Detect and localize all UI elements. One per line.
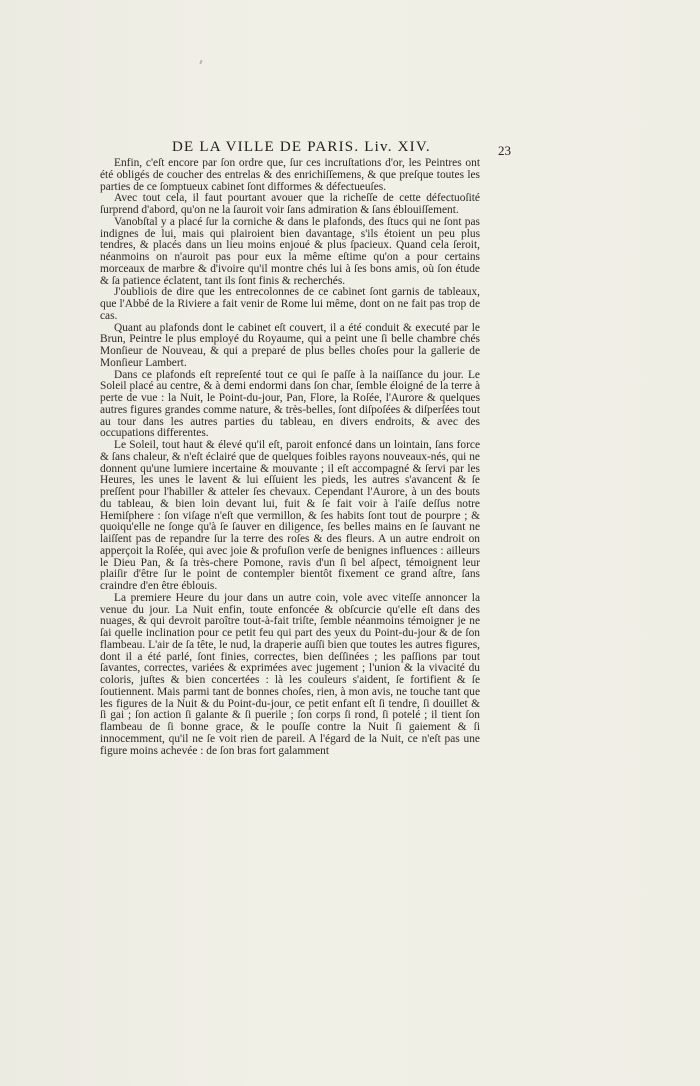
paragraph: Enfin, c'eſt encore par ſon ordre que, ſur ces incruſtations d'or, les Peintres ont été obligés de coucher des entrelas & des enrichiſſemens, & que preſque toutes les parties de ce ſomptueux cabinet ſont difformes & défectueuſes. — [100, 157, 480, 193]
paragraph: Le Soleil, tout haut & élevé qu'il eſt, paroit enfoncé dans un lointain, ſans force & ſans chaleur, & n'eſt éclairé que de quelques foibles rayons nouveaux-nés, qui ne donnent qu'une lumiere incertaine & mouvante ; il eſt accompagné & ſervi par les Heures, les unes le lavent & lui eſſuient les pieds, les autres s'avancent & ſe preſſent pour l'habiller & atteler ſes chevaux. Cependant l'Aurore, à un des bouts du tableau, & bien loin devant lui, fuit & ſe fait voir à l'aiſe deſſus notre Hemiſphere : ſon viſage n'eſt que vermillon, & ſes habits ſont tout de pourpre ; & quoiqu'elle ne ſonge qu'à ſe ſauver en diligence, ſes belles mains en ſe ſauvant ne laiſſent pas de repandre ſur la terre des roſes & des fleurs. A un autre endroit on apperçoit la Roſée, qui avec joie & profuſion verſe de benignes influences : ailleurs le Dieu Pan, & ſa très-chere Pomone, ravis d'un ſi bel aſpect, témoignent leur plaiſir d'être ſur le point de contempler bientôt fixement ce grand aſtre, ſans craindre d'en être éblouis. — [100, 439, 480, 592]
paragraph: J'oubliois de dire que les entrecolonnes de ce cabinet ſont garnis de tableaux, que l'Abbé de la Riviere a fait venir de Rome lui même, dont on ne fait pas trop de cas. — [100, 286, 480, 322]
paragraph: Quant au plafonds dont le cabinet eſt couvert, il a été conduit & executé par le Brun, Peintre le plus employé du Royaume, qui a peint une ſi belle chambre chés Monſieur de Nouveau, & qui a preparé de plus belles choſes pour la gallerie de Monſieur Lambert. — [100, 321, 480, 369]
page-number: 23 — [498, 143, 511, 158]
paragraph: Vanobſtal y a placé ſur la corniche & dans le plafonds, des ſtucs qui ne ſont pas indignes de lui, mais qui plairoient bien davantage, s'ils étoient un peu plus tendres, & placés dans un lieu moins enjoué & plus ſpacieux. Quand cela ſeroit, néanmoins on n'auroit pas pour eux la même eſtime qu'on a pour certains morceaux de marbre & d'ivoire qu'il montre chés lui à ſes bons amis, où ſon étude & ſa patience éclatent, tant ils ſont finis & recherchés. — [100, 215, 480, 287]
paragraph: La premiere Heure du jour dans un autre coin, vole avec viteſſe annoncer la venue du jour. La Nuit enfin, toute enfoncée & obſcurcie qu'elle eſt dans des nuages, & qui devroit paroître tout-à-fait triſte, ſemble néanmoins témoigner je ne ſai quelle inclination pour ce petit feu qui part des yeux du Point-du-jour & de ſon flambeau. L'air de ſa tête, le nud, la draperie auſſi bien que toutes les autres figures, dont il a été parlé, ſont finies, correctes, bien deſſinées ; les paſſions par tout ſavantes, correctes, variées & exprimées avec jugement ; l'union & la vivacité du coloris, juſtes & bien concertées : là les couleurs s'aident, ſe fortifient & ſe ſoutiennent. Mais parmi tant de bonnes choſes, rien, à mon avis, ne touche tant que les figures de la Nuit & du Point-du-jour, ce petit enfant eſt ſi tendre, ſi douillet & ſi gai ; ſon action ſi galante & ſi puerile ; ſon corps ſi rond, ſi potelé ; il tient ſon flambeau de ſi bonne grace, & le pouſſe contre la Nuit ſi gaiement & ſi innocemment, qu'il ne ſe voit rien de pareil. A l'égard de la Nuit, ce n'eſt pas une figure moins achevée : de ſon bras fort galamment — [100, 591, 480, 757]
body-text — [100, 158, 480, 757]
paragraph: Dans ce plafonds eſt repreſenté tout ce qui ſe paſſe à la naiſſance du jour. Le Soleil placé au centre, & à demi endormi dans ſon char, ſemble éloigné de la terre à perte de vue : la Nuit, le Point-du-jour, Pan, Flore, la Roſée, l'Aurore & quelques autres figures grandes comme nature, & très-belles, ſont diſpoſées & diſperſées tout au tour dans les autres parties du tableau, en divers endroits, & avec des occupations differentes. — [100, 368, 480, 440]
paragraph: Avec tout cela, il faut pourtant avouer que la richeſſe de cette défectuoſité ſurprend d'abord, qu'on ne la ſauroit voir ſans admiration & ſans éblouiſſement. — [100, 192, 480, 216]
paper-speck — [199, 60, 202, 64]
running-title: DE LA VILLE DE PARIS. Liv. XIV. — [172, 139, 431, 155]
